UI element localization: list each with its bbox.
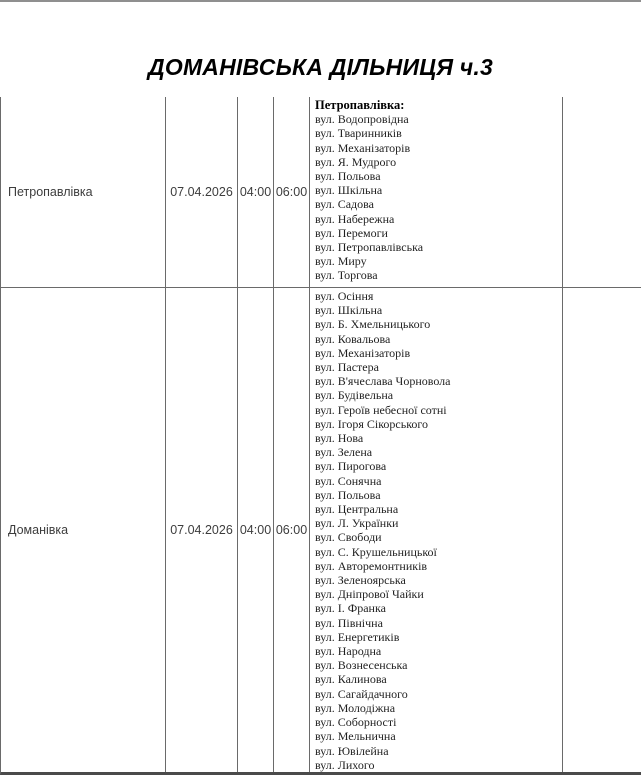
street-item: вул. Нова [315, 431, 364, 446]
street-item: вул. Миру [315, 254, 367, 269]
street-item: вул. Авторемонтників [315, 558, 428, 573]
street-item: вул. В'ячеслава Чорновола [315, 374, 451, 389]
street-item: вул. Вознесенська [315, 658, 408, 673]
street-item: вул. Соборності [315, 715, 397, 730]
street-item: вул. Пирогова [315, 459, 387, 474]
table-row-1-start-time-cell [238, 97, 274, 288]
street-item: вул. Зеленоярська [315, 573, 406, 588]
start-time: 04:00 [239, 185, 272, 199]
street-item: вул. Тваринників [315, 126, 402, 141]
street-item: вул. Героїв небесної сотні [315, 402, 447, 417]
street-item: вул. Осіння [315, 289, 374, 303]
settlement-name: Доманівка [8, 523, 69, 537]
street-item: вул. Будівельна [315, 388, 394, 403]
outage-date: 07.04.2026 [170, 185, 233, 199]
street-item: вул. Петропавлівська [315, 240, 424, 255]
street-item: вул. Шкільна [315, 303, 383, 318]
street-item: вул. Механізаторів [315, 345, 411, 360]
street-item: вул. Ігоря Сікорського [315, 416, 429, 431]
street-item: вул. Пастера [315, 360, 379, 375]
street-item: вул. Народна [315, 644, 382, 659]
street-item: вул. Сонячна [315, 473, 382, 488]
streets-list-header: Петропавлівка: [315, 98, 405, 112]
table-row-1-streets-cell [310, 97, 563, 288]
start-time: 04:00 [239, 523, 272, 537]
street-item: вул. І. Франка [315, 601, 386, 616]
street-item: вул. Механізаторів [315, 140, 411, 155]
street-item: вул. Б. Хмельницького [315, 317, 431, 332]
street-item: вул. Центральна [315, 502, 399, 517]
table-row-2-settlement-cell [1, 288, 166, 772]
streets-list [315, 289, 560, 772]
street-item: вул. Польова [315, 169, 381, 184]
table-row-2-start-time-cell [238, 288, 274, 772]
street-item: вул. Сагайдачного [315, 686, 408, 701]
street-item: вул. Зелена [315, 445, 373, 460]
street-item: вул. Ювілейна [315, 743, 389, 758]
streets-list [315, 112, 560, 282]
street-item: вул. Польова [315, 487, 381, 502]
table-row-1-end-time-cell [274, 97, 310, 288]
outage-schedule-table [0, 97, 641, 775]
street-item: вул. Я. Мудрого [315, 154, 397, 169]
top-divider-line [0, 0, 641, 2]
page-title: ДОМАНІВСЬКА ДІЛЬНИЦЯ ч.3 [148, 54, 493, 80]
street-item: вул. Садова [315, 197, 374, 212]
street-item: вул. Л. Українки [315, 516, 399, 531]
street-item: вул. Ковальова [315, 331, 391, 346]
street-item: вул. Шкільна [315, 183, 383, 198]
table-row-1-empty-cell [563, 97, 641, 288]
end-time: 06:00 [275, 523, 308, 537]
street-item: вул. Калинова [315, 672, 387, 687]
street-item: вул. Дніпрової Чайки [315, 587, 424, 602]
table-row-2-empty-cell [563, 288, 641, 772]
street-item: вул. Свободи [315, 530, 382, 545]
table-row-2-streets-cell [310, 288, 563, 772]
street-item: вул. Водопровідна [315, 112, 409, 127]
table-row-2-end-time-cell [274, 288, 310, 772]
street-item: вул. Молодіжна [315, 700, 396, 715]
street-item: вул. Енергетиків [315, 629, 400, 644]
settlement-name: Петропавлівка [8, 185, 93, 199]
street-item: вул. Мельнична [315, 729, 396, 744]
street-item: вул. Торгова [315, 268, 378, 283]
street-item: вул. С. Крушельницької [315, 544, 437, 559]
street-item: вул. Перемоги [315, 225, 388, 240]
street-item: вул. Лихого [315, 757, 375, 772]
street-item: вул. Північна [315, 615, 383, 630]
outage-date: 07.04.2026 [170, 523, 233, 537]
end-time: 06:00 [275, 185, 308, 199]
street-item: вул. Набережна [315, 211, 395, 226]
table-row-1-date-cell [166, 97, 238, 288]
table-row-1-settlement-cell [1, 97, 166, 288]
table-row-2-date-cell [166, 288, 238, 772]
